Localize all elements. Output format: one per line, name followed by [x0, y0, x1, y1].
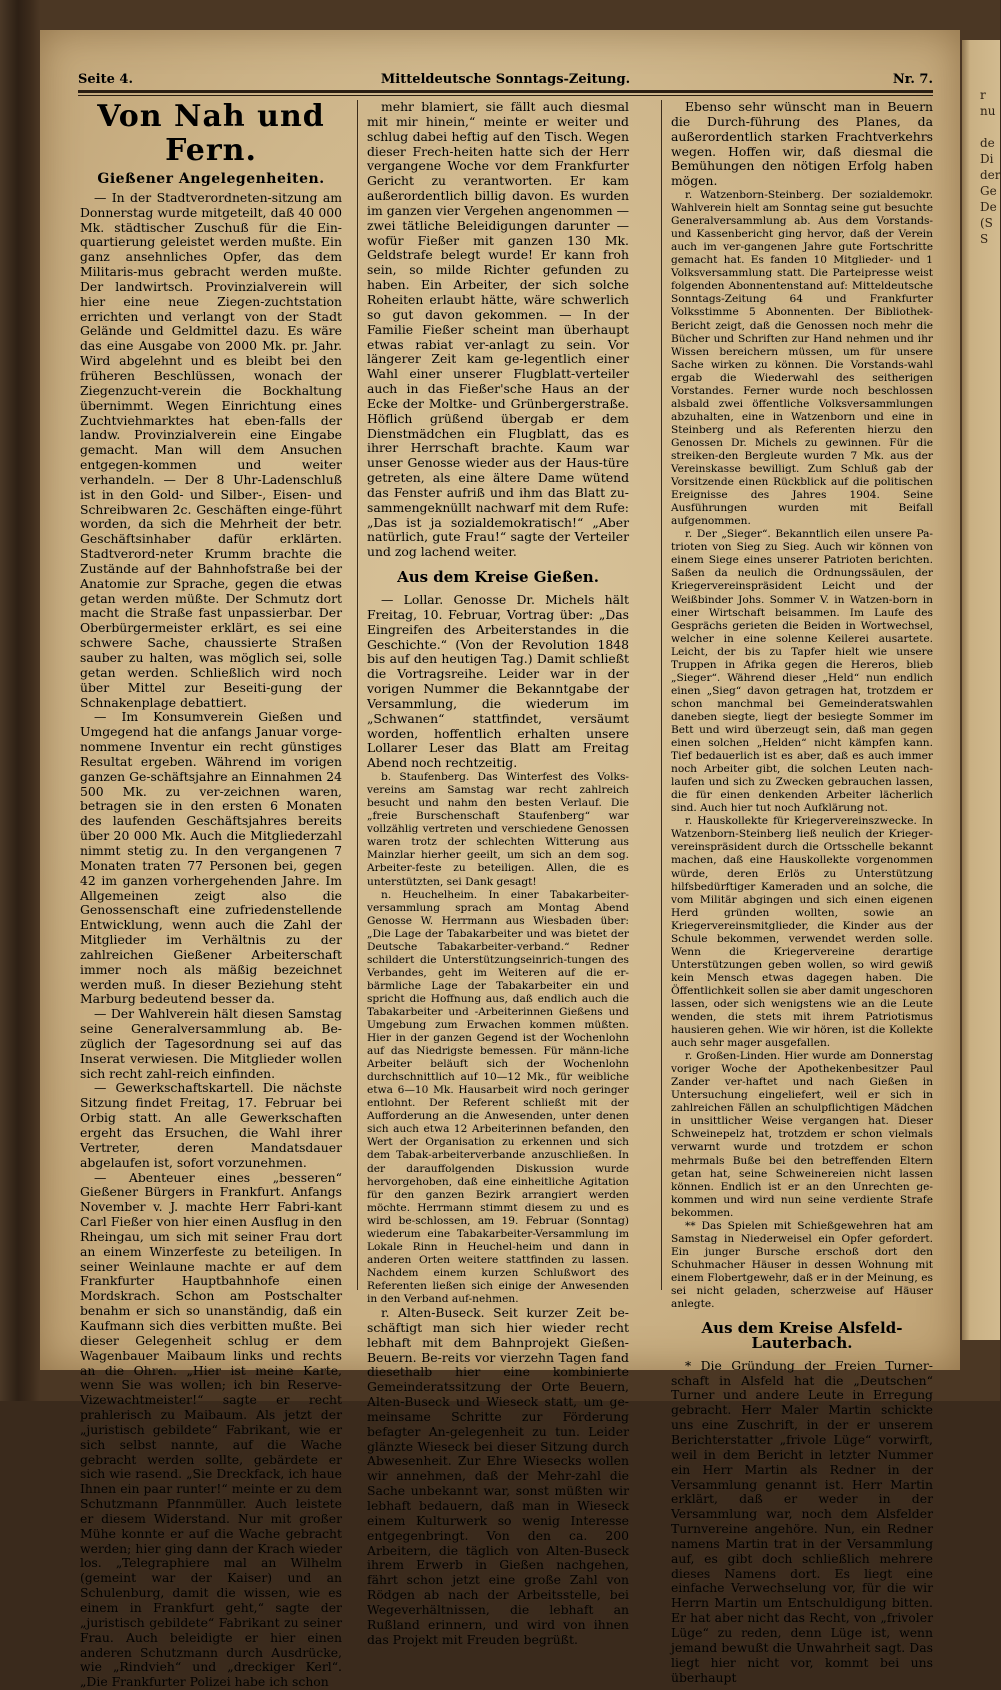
newspaper-title: Mitteldeutsche Sonntags-Zeitung. — [380, 72, 631, 87]
article-paragraph: * Die Gründung der Freien Turner-schaft in Alsfeld hat die „Deutschen“ Turner und andere Leute in Erregung gebracht. Herr Maler Martin schickte uns eine Zuschrift, in der er unserem Berichterstatter „frivole Lüge“ vorwirft, weil in dem Bericht in letzter Nummer ein Herr Martin als Redner in der Versammlung genannt ist. Herr Martin erklärt, daß er weder in der Versammlung war, noch dem Alsfelder Turnvereine angehöre. Nun, ein Redner namens Martin trat in der Versammlung auf, es gibt doch schließlich mehrere dieses Namens dort. Es liegt eine einfache Verwechselung vor, für die wir Herrn Martin um Entschuldigung bitten. Er hat aber nicht das Recht, von „frivoler Lüge“ zu reden, denn Lüge ist, wenn jemand bewußt die Unwahrheit sagt. Das liegt hier nicht vor, kommt bei uns überhaupt — [671, 1357, 933, 1685]
edge-fragment: nu — [980, 104, 996, 118]
edge-fragment: Di — [980, 152, 994, 166]
adjacent-page-edge — [962, 40, 1000, 1340]
column-2 — [367, 100, 629, 1647]
article-paragraph: — In der Stadtverordneten-sitzung am Donnerstag wurde mitgeteilt, daß 40 000 Mk. städtischer Zuschuß für die Ein-quartierung geleistet werden mußte. Ein ganz ansehnliches Opfer, das dem Militaris-mus gebracht werden mußte. Der landwirtsch. Provinzialverein will hier eine neue Ziegen-zuchtstation errichten und verlangt von der Stadt Gelände und Geldmittel dazu. Es wäre das eine Ausgabe von 2000 Mk. pr. Jahr. Wird abgelehnt und es bleibt bei den früheren Beschlüssen, wonach der Ziegenzucht-verein die Bockhaltung übernimmt. Wegen Einrichtung eines Zuchtviehmarktes hat eben-falls der landw. Provinzialverein eine Eingabe gemacht. Man will dem Ansuchen entgegen-kommen und weiter verhandeln. — Der 8 Uhr-Ladenschluß ist in den Gold- und Silber-, Eisen- und Schreibwaren 2c. Geschäften einge-führt worden, da sich die Mehrheit der betr. Geschäftsinhaber dafür erklärten. Stadtverord-neter Krumm brachte die Zustände auf der Bahnhofstraße bei der Anatomie zur Sprache, gegen die etwas getan werden müßte. Der Schmutz dort macht die Straße fast unpassierbar. Der Oberbürgermeister erklärt, es sei eine schwere Sache, chaussierte Straßen sauber zu halten, was möglich sei, solle getan werden. Schließlich wird noch über Mittel zur Beseiti-gung der Schnakenplage debattiert. — [80, 189, 342, 710]
article-paragraph-small: ** Das Spielen mit Schießgewehren hat am Samstag in Niederweisel ein Opfer gefordert. Ein junger Bursche erschoß dort den Schuhmacher Häuser in dessen Wohnung mit einem Flobertgewehr, daß er in der Meinung, es sei nicht geladen, scherzweise auf Häuser anlegte. — [671, 1219, 933, 1311]
header-rule-thin — [78, 95, 933, 96]
article-paragraph: — Der Wahlverein hält diesen Samstag seine Generalversammlung ab. Be-züglich der Tagesordnung sei auf das Inserat verwiesen. Die Mitglieder wollen sich recht zahl-reich einfinden. — [80, 1006, 342, 1081]
edge-fragment: (S — [980, 216, 993, 230]
section-heading: Aus dem Kreise Alsfeld-Lauterbach. — [701, 1319, 903, 1352]
article-paragraph: — Lollar. Genosse Dr. Michels hält Freitag, 10. Februar, Vortrag über: „Das Eingreifen des Arbeiterstandes in die Geschichte.“ (Von der Revolution 1848 bis auf den heutigen Tag.) Damit schließt die Vortragsreihe. Leider war in der vorigen Nummer die Bekanntgabe der Versammlung, die wiederum im „Schwanen“ stattfindet, versäumt worden, hoffentlich erhalten unsere Lollarer Leser das Blatt am Freitag Abend noch rechtzeitig. — [367, 592, 629, 771]
column-divider — [357, 100, 358, 1290]
edge-fragment: De — [980, 200, 997, 214]
subheading: Gießener Angelegenheiten. — [97, 171, 325, 187]
page-number: Seite 4. — [78, 72, 133, 87]
article-paragraph-small: r. Watzenborn-Steinberg. Der sozialdemokr. Wahlverein hielt am Sonntag seine gut besuchte Generalversammlung ab. Aus dem Vorstands- und Kassenbericht ging hervor, daß der Verein auch im ver-gangenen Jahre gute Fortschritte gemacht hat. Es fanden 10 Mitglieder- und 1 Volksversammlung statt. Die Parteipresse weist folgenden Abonnentenstand auf: Mitteldeutsche Sonntags-Zeitung 64 und Frankfurter Volksstimme 5 Abonnenten. Der Bibliothek-Bericht zeigt, daß die Genossen noch mehr die Bücher und Schriften zur Hand nehmen und ihr Wissen bereichern müssen, um für unsere Sache wirken zu können. Die Vorstands-wahl ergab die Wiederwahl des seitherigen Vorstandes. Ferner wurde noch beschlossen alsbald zwei öffentliche Volksversammlungen abzuhalten, eine in Watzenborn und eine in Steinberg und als Referenten hierzu den Genossen Dr. Michels zu gewinnen. Für die streiken-den Bergleute wurden 7 Mk. aus der Vereinskasse bewilligt. Zum Schluß gab der Vorsitzende einen Rückblick auf die politischen Ereignisse des Jahres 1904. Seine Ausführungen wurden mit Beifall aufgenommen. — [671, 189, 933, 528]
column-1 — [80, 100, 342, 1690]
issue-number: Nr. 7. — [892, 72, 933, 87]
article-paragraph: — Im Konsumverein Gießen und Umgegend hat die anfangs Januar vorge-nommene Inventur ein recht günstiges Resultat ergeben. Während im vorigen ganzen Ge-schäftsjahre an Einnahmen 24 500 Mk. zu ver-zeichnen waren, betragen sie in den ersten 6 Monaten des laufenden Geschäftsjahres bereits über 20 000 Mk. Auch die Mitgliederzahl nimmt stetig zu. In den vergangenen 7 Monaten traten 77 Personen bei, gegen 42 im ganzen vorhergehenden Jahre. Im Allgemeinen zeigt also die Genossenschaft eine zufriedenstellende Entwicklung, wenn auch die Zahl der Mitglieder im Verhältnis zu der zahlreichen Gießener Arbeiterschaft immer noch als mäßig bezeichnet werden muß. In dieser Beziehung steht Marburg bedeutend besser da. — [80, 709, 342, 1007]
article-paragraph-small: r. Der „Sieger“. Bekanntlich eilen unsere Pa-trioten von Sieg zu Sieg. Auch wir können von einem Siege eines unserer Patrioten berichten. Saßen da neulich die Ordnungssäulen, der Kriegervereinspräsident Leicht und der Weißbinder Johs. Sommer V. in Watzen-born in einer Wirtschaft beisammen. Im Laufe des Gesprächs gerieten die Beiden in Wortwechsel, welcher in eine solenne Keilerei ausartete. Leicht, der bis zu Tapfer hielt wie unsere Truppen in Afrika gegen die Hereros, blieb „Sieger“. Während dieser „Held“ nun endlich einen „Sieg“ davon getragen hat, trotzdem er schon manchmal bei Gemeinderatswahlen daneben siegte, liegt der besiegte Sommer im Bett und wird überzeugt sein, daß man gegen einen solchen „Helden“ nicht kämpfen kann. Tief bedauerlich ist es aber, daß es auch immer noch Arbeiter gibt, die solchen Leuten nach-laufen und sich zu Zwecken gebrauchen lassen, die für einen denkenden Arbeiter lächerlich sind. Auch hier tut noch Aufklärung not. — [671, 528, 933, 815]
article-paragraph: — Abenteuer eines „besseren“ Gießener Bürgers in Frankfurt. Anfangs November v. J. machte Herr Fabri-kant Carl Fießer von hier einen Ausflug in den Rheingau, um sich mit seiner Frau dort an einem Winzerfeste zu beteiligen. In seiner Weinlaune machte er auf dem Frankfurter Hauptbahnhofe einen Mordskrach. Schon am Postschalter benahm er sich so unanständig, daß ein Kaufmann sich dies verbitten mußte. Bei dieser Gelegenheit schlug er dem Wagenbauer Maibaum links und rechts an die Ohren. „Hier ist meine Karte, wenn Sie was wollen; ich bin Reserve-Vizewachtmeister!“ sagte er recht prahlerisch zu Maibaum. Als jetzt der „juristisch gebildete“ Fabrikant, wie er sich selbst nannte, auf die Wache gebracht werden sollte, gebärdete er sich wie rasend. „Sie Dreckfack, ich haue Ihnen ein paar runter!“ meinte er zu dem Schutzmann Pfannmüller. Auch leistete er diesem Widerstand. Nur mit großer Mühe konnte er auf die Wache gebracht werden; hier ging dann der Krach wieder los. „Telegraphiere mal an Wilhelm (gemeint war der Kaiser) und an Schulenburg, damit die wissen, wie es einem in Frankfurt geht,“ sagte der „juristisch gebildete“ Fabrikant zu seiner Frau. Auch beleidigte er hier einen anderen Schutzmann durch Ausdrücke, wie „Rindvieh“ und „dreckiger Kerl“. „Die Frankfurter Polizei habe ich schon — [80, 1169, 342, 1690]
article-paragraph: — Gewerkschaftskartell. Die nächste Sitzung findet Freitag, 17. Februar bei Orbig statt. An alle Gewerkschaften ergeht das Ersuchen, die Wahl ihrer Vertreter, deren Mandatsdauer abgelaufen ist, sofort vorzunehmen. — [80, 1080, 342, 1170]
page-header — [78, 72, 933, 92]
article-paragraph-small: r. Hauskollekte für Kriegervereinszwecke. In Watzenborn-Steinberg ließ neulich der Krieger-vereinspräsident durch die Ortsschelle bekannt machen, daß eine Hauskollekte vorgenommen würde, deren Erlös zu Unterstützung hilfsbedürftiger Kameraden und an solche, die vom Militär abgingen und sich einen eigenen Herd gründen wollten, sowie an Kriegervereinsmitglieder, die Kinder aus der Schule bekommen, verwendet werden solle. Wenn die Kriegervereine derartige Unterstützungen geben wollen, so wird gewiß kein Mensch etwas dagegen haben. Die Öffentlichkeit sollen sie aber damit ungeschoren lassen, oder sich wenigstens wie an die Leute wenden, die stets mit ihrem Patriotismus hausieren gehen. Wie wir hören, ist die Kollekte auch sehr mager ausgefallen. — [671, 815, 933, 1050]
column-divider — [661, 100, 662, 1290]
article-paragraph-small: r. Großen-Linden. Hier wurde am Donnerstag voriger Woche der Apothekenbesitzer Paul Zander ver-haftet und nach Gießen in Untersuchung eingeliefert, weil er sich in zahlreichen Fällen an schulpflichtigen Mädchen in unsittlicher Weise vergangen hat. Dieser Schweinepelz hat, trotzdem er schon vielmals verwarnt wurde und trotzdem er schon mehrmals Buße bei den betreffenden Eltern getan hat, seine Schweinereien nicht lassen können. Endlich ist er an den Unrechten ge-kommen und wird nun seine verdiente Strafe bekommen. — [671, 1050, 933, 1219]
article-paragraph-small: b. Staufenberg. Das Winterfest des Volks-vereins am Samstag war recht zahlreich besucht und nahm den besten Verlauf. Die „freie Burschenschaft Staufenberg“ war vollzählig vertreten und verschiedene Genossen waren trotz der schlechten Witterung aus Mainzlar hierher geeilt, um sich an dem sog. Arbeiter-feste zu beteiligen. Allen, die es unterstützten, sei Dank gesagt! — [367, 771, 629, 888]
article-paragraph-small: n. Heuchelheim. In einer Tabakarbeiter-versammlung sprach am Montag Abend Genosse W. Herrmann aus Wiesbaden über: „Die Lage der Tabakarbeiter und was bietet der Deutsche Tabakarbeiter-verband.“ Redner schildert die Unterstützungseinrich-tungen des Verbandes, geht im Weiteren auf die er-bärmliche Lage der Tabakarbeiter ein und spricht die Hoffnung aus, daß endlich auch die Tabakarbeiter und -Arbeiterinnen Gießens und Umgebung zum Erwachen kommen müßten. Hier in der ganzen Gegend ist der Wochenlohn auf das Niedrigste bemessen. Für männ-liche Arbeiter beläuft sich der Wochenlohn durchschnittlich auf 10—12 Mk., für weibliche etwa 6—10 Mk. Hausarbeit wird noch geringer entlohnt. Der Referent schließt mit der Aufforderung an die Anwesenden, unter denen sich auch etwa 12 Arbeiterinnen befanden, den Wert der Organisation zu erkennen und sich dem Tabak-arbeiterverbande anzuschließen. In der darauffolgenden Diskussion wurde hervorgehoben, daß eine einheitliche Agitation für den ganzen Bezirk arrangiert werden möchte. Herrmann stimmt diesem zu und es wird be-schlossen, am 19. Februar (Sonntag) wiederum eine Tabakarbeiter-Versammlung im Lokale Rinn in Heuchel-heim und dann in anderen Orten weitere stattfinden zu lassen. Nachdem einem kurzen Schlußwort des Referenten ließen sich einige der Anwesenden in den Verband auf-nehmen. — [367, 888, 629, 1305]
edge-fragment: r — [980, 88, 986, 102]
edge-fragment: S — [980, 232, 989, 246]
article-paragraph: r. Alten-Buseck. Seit kurzer Zeit be-schäftigt man sich hier wieder recht lebhaft mit dem Bahnprojekt Gießen-Beuern. Be-reits vor vierzehn Tagen fand diesethalb hier eine kombinierte Gemeinderatssitzung der Orte Beuern, Alten-Buseck und Wieseck statt, um ge-meinsame Schritte zur Förderung befagter An-gelegenheit zu tun. Leider glänzte Wieseck bei dieser Sitzung durch Abwesenheit. Zur Ehre Wiesecks wollen wir annehmen, daß der Mehr-zahl die Sache unbekannt war, sonst müßten wir lebhaft bedauern, daß man in Wieseck einem Kulturwerk so wenig Interesse entgegenbringt. Von den ca. 200 Arbeitern, die täglich von Alten-Buseck ihrem Erwerb in Gießen nachgehen, fährt schon jetzt eine große Zahl von Rödgen ab nach der Arbeitsstelle, bei Wegeverhältnissen, die lebhaft an Rußland erinnern, und wird von ihnen das Projekt mit Freuden begrüßt. — [367, 1305, 629, 1647]
column-3 — [671, 100, 933, 1685]
edge-fragment: der — [980, 168, 1001, 182]
edge-fragment: Ge — [980, 184, 997, 198]
article-paragraph: mehr blamiert, sie fällt auch diesmal mit mir hinein,“ meinte er weiter und schlug dabei heftig auf den Tisch. Wegen dieser Frech-heiten hatte sich der Herr vergangene Woche vor dem Frankfurter Gericht zu verantworten. Er kam außerordentlich billig davon. Es wurden im ganzen vier Vergehen angenommen — zwei tätliche Beleidigungen darunter — wofür Fießer mit ganzen 130 Mk. Geldstrafe belegt wurde! Er kann froh sein, so milde Richter gefunden zu haben. Ein Arbeiter, der sich solche Roheiten erlaubt hätte, wäre schwerlich so gut davon gekommen. — In der Familie Fießer scheint man überhaupt etwas rabiat ver-anlagt zu sein. Vor längerer Zeit kam ge-legentlich einer Wahl einer unserer Flugblatt-verteiler auch in das Fießer'sche Haus an der Ecke der Moltke- und Grünbergerstraße. Höflich grüßend übergab er dem Dienstmädchen ein Flugblatt, das es ihrer Herrschaft brachte. Kaum war unser Genosse wieder aus der Haus-türe getreten, als eine ältere Dame wütend das Fenster aufriß und ihm das Blatt zu-sammengeknüllt nachwarf mit dem Rufe: „Das ist ja sozialdemokratisch!“ „Aber natürlich, gute Frau!“ sagte der Verteiler und zog lachend weiter. — [367, 99, 629, 560]
edge-fragment: de — [980, 136, 995, 150]
header-rule — [78, 90, 933, 93]
section-heading: Aus dem Kreise Gießen. — [397, 568, 599, 587]
main-title: Von Nah und Fern. — [97, 99, 325, 168]
article-paragraph: Ebenso sehr wünscht man in Beuern die Durch-führung des Planes, da außerordentlich starken Frachtverkehrs wegen. Hoffen wir, daß diesmal die Bemühungen den nötigen Erfolg haben mögen. — [671, 99, 933, 189]
